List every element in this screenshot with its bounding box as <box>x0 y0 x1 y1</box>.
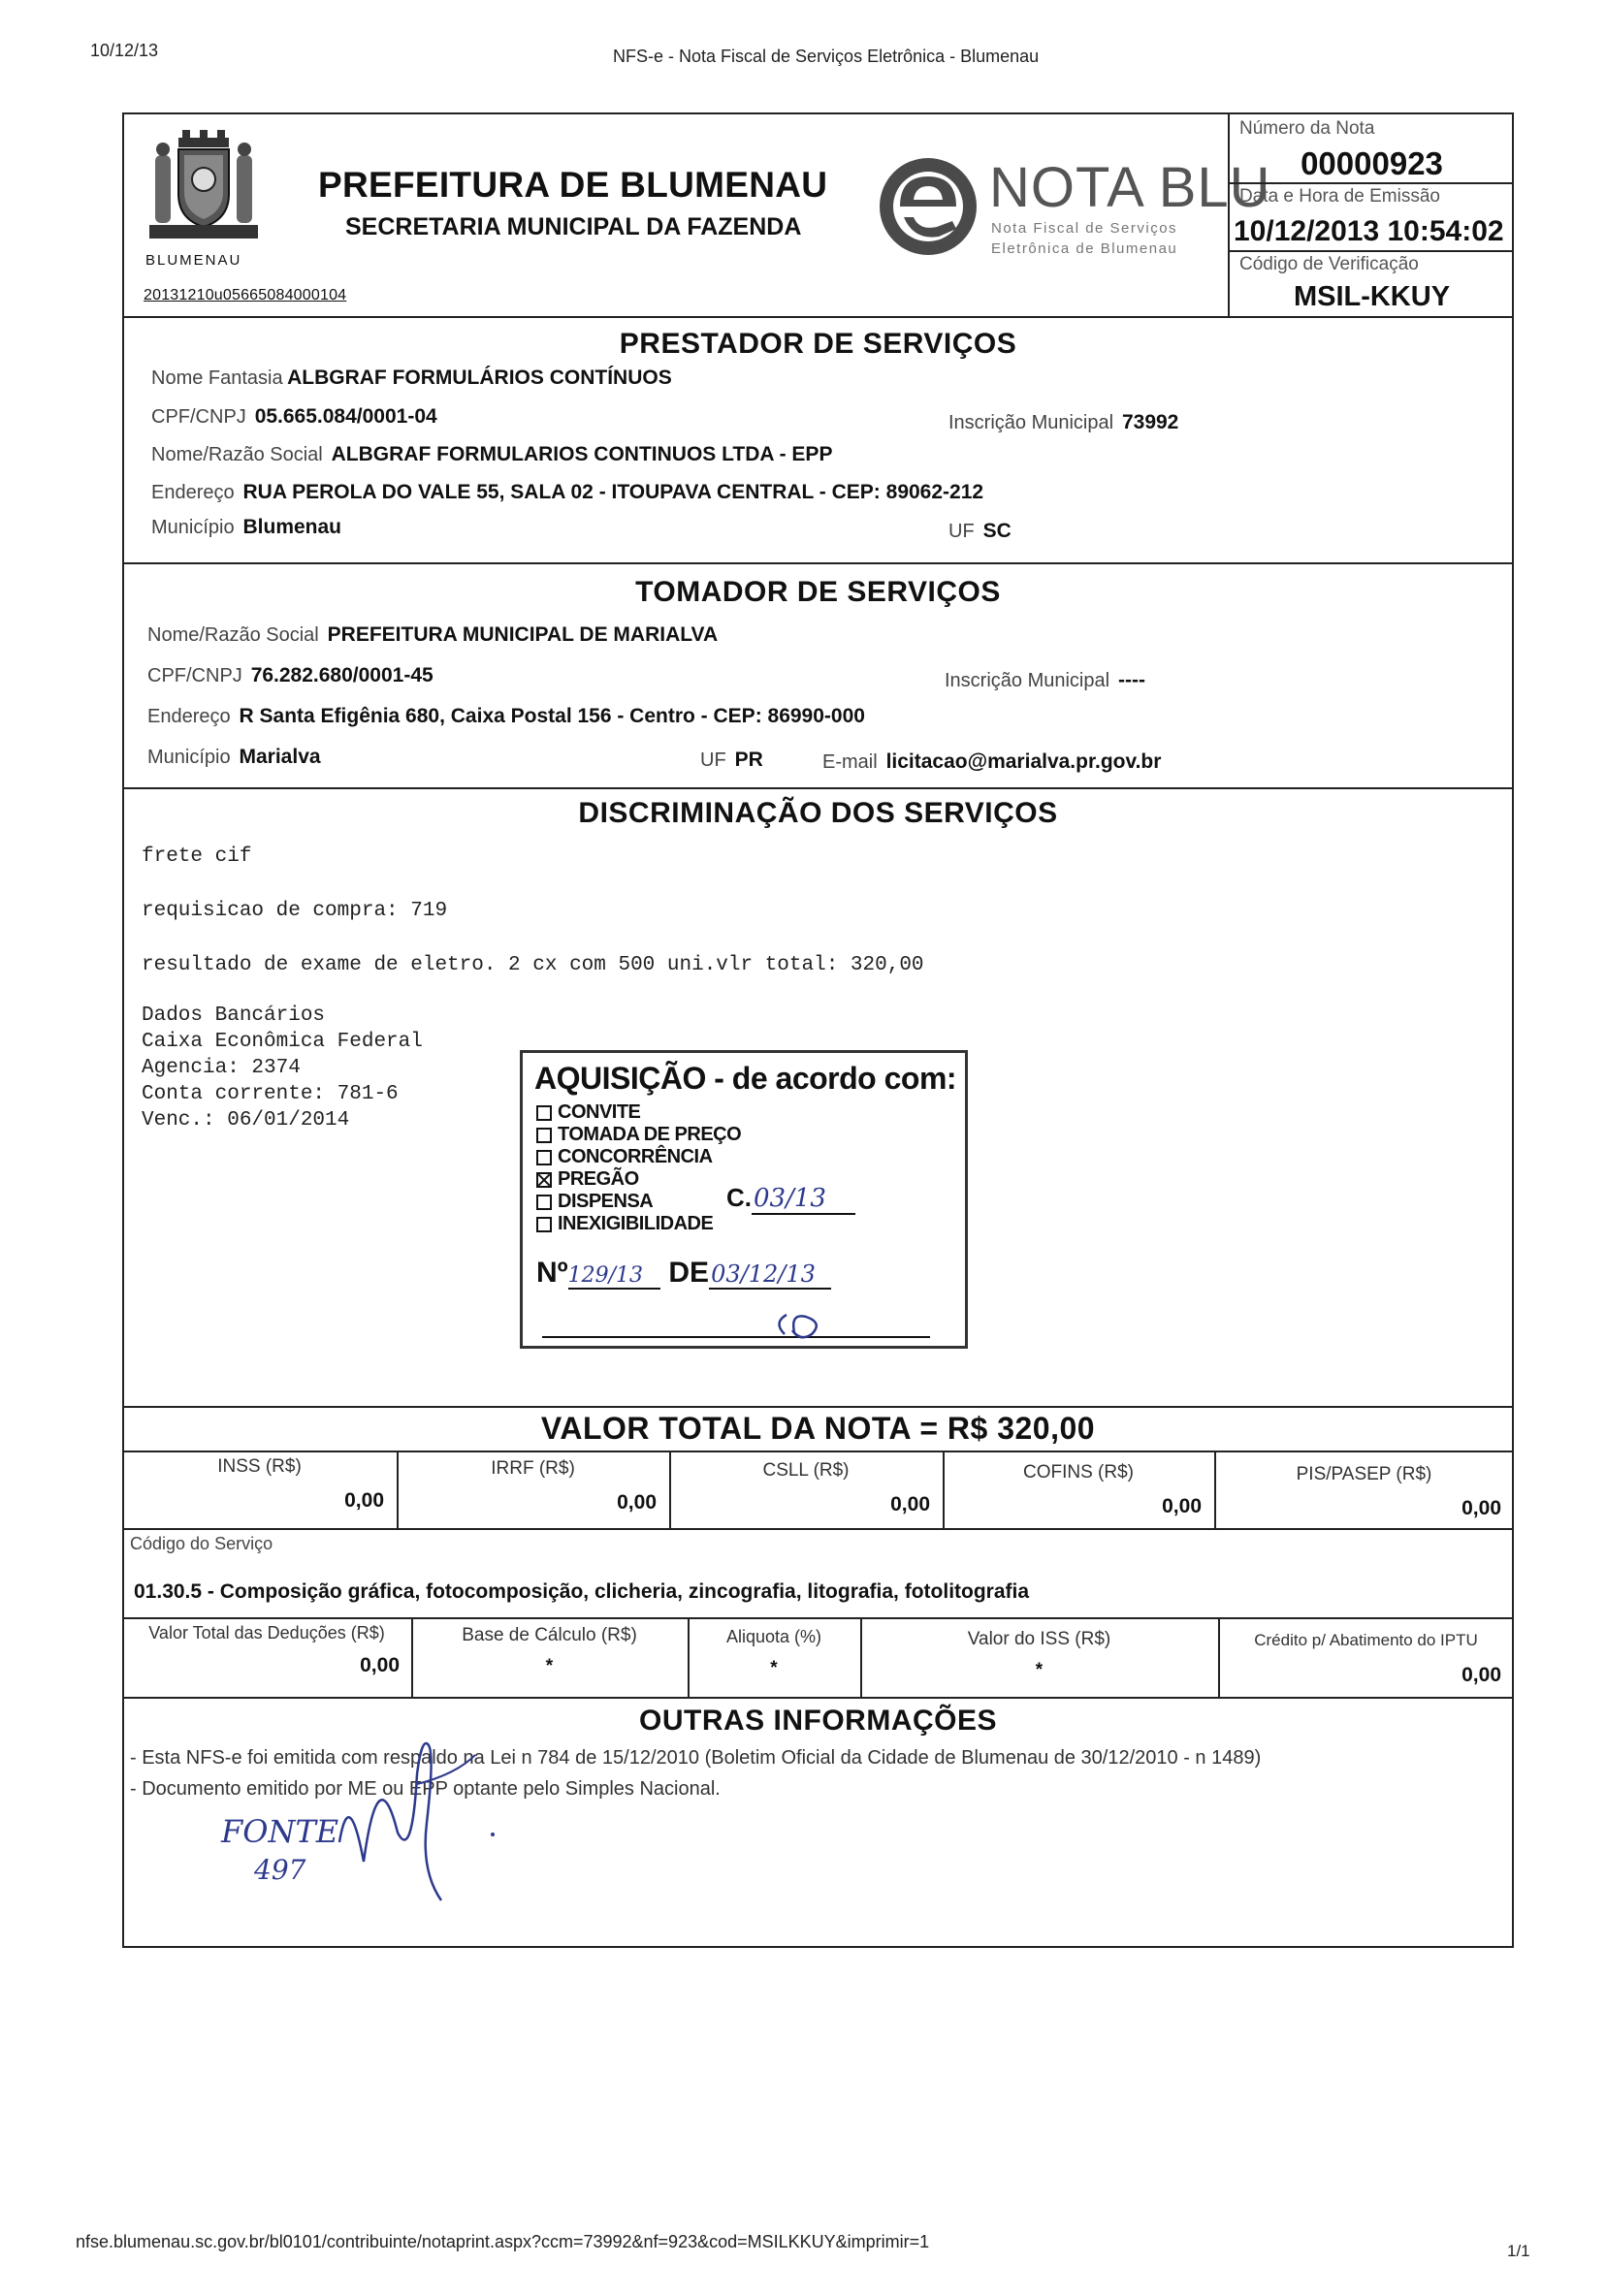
cofins-value: 0,00 <box>1162 1495 1202 1517</box>
stamp-signature-line <box>542 1336 930 1338</box>
csll-value: 0,00 <box>890 1493 930 1515</box>
provider-address-row <box>151 481 983 504</box>
pis-pasep-value: 0,00 <box>1461 1497 1501 1519</box>
print-date: 10/12/13 <box>90 41 159 60</box>
iptu-credit-label: Crédito p/ Abatimento do IPTU <box>1254 1631 1478 1649</box>
taker-email-value: licitacao@marialva.pr.gov.br <box>885 750 1162 773</box>
taker-municipal-reg-label: Inscrição Municipal <box>945 670 1110 691</box>
stamp-option-pregao <box>536 1168 741 1191</box>
provider-city-label: Município <box>151 517 235 538</box>
verification-label: Código de Verificação <box>1239 254 1419 274</box>
invoice-total: VALOR TOTAL DA NOTA = R$ 320,00 <box>540 1411 1096 1446</box>
c-value-handwritten: 03/13 <box>752 1184 855 1215</box>
coat-caption: BLUMENAU <box>145 252 242 269</box>
stamp-option-inexigibilidade <box>536 1213 741 1235</box>
provider-company-row <box>151 443 832 466</box>
taker-address-value: R Santa Efigênia 680, Caixa Postal 156 - Centro - CEP: 86990-000 <box>239 705 865 727</box>
provider-cnpj-value: 05.665.084/0001-04 <box>254 405 437 428</box>
provider-bottom-line <box>122 562 1514 564</box>
services-section-title: DISCRIMINAÇÃO DOS SERVIÇOS <box>578 797 1058 829</box>
service-line: Caixa Econômica Federal <box>142 1031 423 1053</box>
brand-sub-1: Nota Fiscal de Serviços <box>991 220 1178 237</box>
deductions-label: Valor Total das Deduções (R$) <box>148 1623 385 1642</box>
print-title: NFS-e - Nota Fiscal de Serviços Eletrônica - Blumenau <box>613 47 1040 66</box>
taker-section-title: TOMADOR DE SERVIÇOS <box>635 576 1001 608</box>
service-line: requisicao de compra: 719 <box>142 900 448 922</box>
taker-bottom-line <box>122 787 1514 789</box>
pis-pasep-label: PIS/PASEP (R$) <box>1296 1464 1432 1484</box>
service-line: frete cif <box>142 845 252 868</box>
stamp-option-concorrencia <box>536 1146 741 1168</box>
deductions-value: 0,00 <box>360 1654 400 1676</box>
number-divider <box>1228 182 1514 184</box>
provider-company-label: Nome/Razão Social <box>151 444 323 465</box>
provider-state-value: SC <box>982 520 1012 542</box>
provider-city-row <box>151 516 341 539</box>
provider-company-value: ALBGRAF FORMULARIOS CONTINUOS LTDA - EPP <box>331 443 833 465</box>
option-label: CONVITE <box>558 1101 641 1123</box>
other-info-line-2: - Documento emitido por ME ou EPP optante pelo Simples Nacional. <box>130 1778 721 1800</box>
total-bottom-line <box>122 1451 1514 1452</box>
secretariat-title: SECRETARIA MUNICIPAL DA FAZENDA <box>345 213 802 240</box>
stamp-option-dispensa <box>536 1191 741 1213</box>
stamp-title: AQUISIÇÃO - de acordo com: <box>534 1061 957 1096</box>
provider-cnpj-row <box>151 405 437 429</box>
taker-cnpj-value: 76.282.680/0001-45 <box>250 664 434 686</box>
service-line: Conta corrente: 781-6 <box>142 1083 399 1105</box>
provider-municipal-reg-value: 73992 <box>1121 411 1179 433</box>
invoice-number: 00000923 <box>1301 145 1443 181</box>
provider-address-label: Endereço <box>151 482 235 503</box>
service-code-value: 01.30.5 - Composição gráfica, fotocomposição, clicheria, zincografia, litografia, fotolitografia <box>134 1580 1030 1603</box>
coat-of-arms-icon <box>145 126 262 252</box>
barcode-text: 20131210u05665084000104 <box>144 287 347 303</box>
taker-municipal-reg-value: ---- <box>1117 669 1145 691</box>
footer-url: nfse.blumenau.sc.gov.br/bl0101/contribuinte/notaprint.aspx?ccm=73992&nf=923&cod=MSILKKUY&imprimir=1 <box>76 2232 930 2251</box>
stamp-c-field <box>726 1183 855 1213</box>
acquisition-stamp <box>520 1050 968 1349</box>
service-line: Agencia: 2374 <box>142 1057 301 1079</box>
handwritten-note-number: 497 <box>254 1854 306 1886</box>
checkbox-icon <box>536 1195 552 1210</box>
no-value-handwritten: 129/13 <box>568 1263 660 1290</box>
irrf-label: IRRF (R$) <box>491 1458 575 1479</box>
stamp-option-tomada <box>536 1124 741 1146</box>
option-label: PREGÃO <box>558 1168 639 1190</box>
aliquota-value: * <box>770 1658 778 1678</box>
stamp-initials-icon <box>765 1305 852 1344</box>
taker-email-row <box>822 750 1161 774</box>
service-line: Dados Bancários <box>142 1004 326 1027</box>
other-info-line-1: - Esta NFS-e foi emitida com respaldo na Lei n 784 de 15/12/2010 (Boletim Oficial da Cidade de Blumenau de 30/12/2010 - n 1489) <box>130 1747 1262 1769</box>
checkbox-icon <box>536 1217 552 1232</box>
taker-cnpj-row <box>147 664 434 687</box>
date-prefix: DE <box>668 1257 710 1289</box>
taker-state-row <box>700 749 763 772</box>
checked-checkbox-icon <box>536 1172 552 1188</box>
no-prefix: Nº <box>536 1257 568 1289</box>
other-info-section-title: OUTRAS INFORMAÇÕES <box>639 1705 997 1737</box>
verification-code: MSIL-KKUY <box>1293 281 1451 312</box>
issue-datetime: 10/12/2013 10:54:02 <box>1234 215 1504 247</box>
brand-sub-2: Eletrônica de Blumenau <box>991 240 1178 257</box>
checkbox-icon <box>536 1128 552 1143</box>
service-code-label: Código do Serviço <box>130 1534 273 1553</box>
invoice-number-label: Número da Nota <box>1239 118 1375 139</box>
cofins-label: COFINS (R$) <box>1023 1462 1134 1483</box>
taker-cnpj-label: CPF/CNPJ <box>147 665 242 686</box>
service-line: Venc.: 06/01/2014 <box>142 1109 350 1132</box>
trade-name-value: ALBGRAF FORMULÁRIOS CONTÍNUOS <box>287 367 672 389</box>
services-bottom-line <box>122 1406 1514 1408</box>
signature-icon <box>320 1716 514 1910</box>
stamp-option-convite <box>536 1101 741 1124</box>
calc-base-label: Base de Cálculo (R$) <box>462 1625 637 1645</box>
provider-state-row <box>948 520 1012 543</box>
taker-address-label: Endereço <box>147 706 231 727</box>
c-prefix: C. <box>726 1183 752 1212</box>
taker-municipal-reg-row <box>945 669 1145 692</box>
nota-blu-brand: NOTA BLU <box>989 156 1271 219</box>
iss-value-label: Valor do ISS (R$) <box>967 1629 1111 1649</box>
irrf-value: 0,00 <box>617 1491 657 1514</box>
provider-municipal-reg-label: Inscrição Municipal <box>948 412 1114 433</box>
date-value-handwritten: 03/12/13 <box>709 1260 831 1290</box>
taker-company-label: Nome/Razão Social <box>147 624 319 646</box>
issue-datetime-label: Data e Hora de Emissão <box>1239 186 1440 207</box>
taker-company-row <box>147 623 718 647</box>
provider-trade-name-row <box>151 367 672 390</box>
provider-city-value: Blumenau <box>242 516 342 538</box>
taker-state-label: UF <box>700 749 726 771</box>
provider-state-label: UF <box>948 521 975 542</box>
csll-label: CSLL (R$) <box>762 1460 850 1481</box>
taker-city-label: Município <box>147 747 231 768</box>
datetime-divider <box>1228 250 1514 252</box>
taker-email-label: E-mail <box>822 751 878 773</box>
option-label: CONCORRÊNCIA <box>558 1146 713 1167</box>
service-code-bottom-line <box>122 1617 1514 1619</box>
taker-city-value: Marialva <box>239 746 321 768</box>
provider-cnpj-label: CPF/CNPJ <box>151 406 246 428</box>
stamp-options <box>536 1101 741 1235</box>
stamp-number-date-field <box>536 1257 831 1290</box>
taker-city-row <box>147 746 321 769</box>
city-hall-title: PREFEITURA DE BLUMENAU <box>318 165 828 205</box>
service-line: resultado de exame de eletro. 2 cx com 500 uni.vlr total: 320,00 <box>142 954 924 976</box>
provider-municipal-reg-row <box>948 411 1178 434</box>
aliquota-label: Aliquota (%) <box>725 1627 822 1646</box>
option-label: TOMADA DE PREÇO <box>558 1124 742 1145</box>
option-label: INEXIGIBILIDADE <box>558 1213 714 1234</box>
checkbox-icon <box>536 1150 552 1165</box>
trade-name-label: Nome Fantasia <box>151 367 283 389</box>
footer-page: 1/1 <box>1507 2242 1530 2260</box>
iss-value: * <box>1035 1660 1044 1680</box>
taker-company-value: PREFEITURA MUNICIPAL DE MARIALVA <box>327 623 719 646</box>
handwritten-note-fonte: FONTE <box>221 1813 339 1850</box>
option-label: DISPENSA <box>558 1191 654 1212</box>
taker-state-value: PR <box>734 749 763 771</box>
calc-bottom-line <box>122 1697 1514 1699</box>
provider-section-title: PRESTADOR DE SERVIÇOS <box>619 328 1017 360</box>
header-bottom-line <box>122 316 1514 318</box>
provider-address-value: RUA PEROLA DO VALE 55, SALA 02 - ITOUPAVA CENTRAL - CEP: 89062-212 <box>242 481 984 503</box>
calc-base-value: * <box>545 1656 554 1676</box>
nota-blu-logo-icon <box>875 153 981 260</box>
taxes-bottom-line <box>122 1528 1514 1530</box>
checkbox-icon <box>536 1105 552 1121</box>
inss-value: 0,00 <box>344 1489 384 1512</box>
inss-label: INSS (R$) <box>217 1456 302 1477</box>
taker-address-row <box>147 705 865 728</box>
iptu-credit-value: 0,00 <box>1461 1664 1501 1686</box>
